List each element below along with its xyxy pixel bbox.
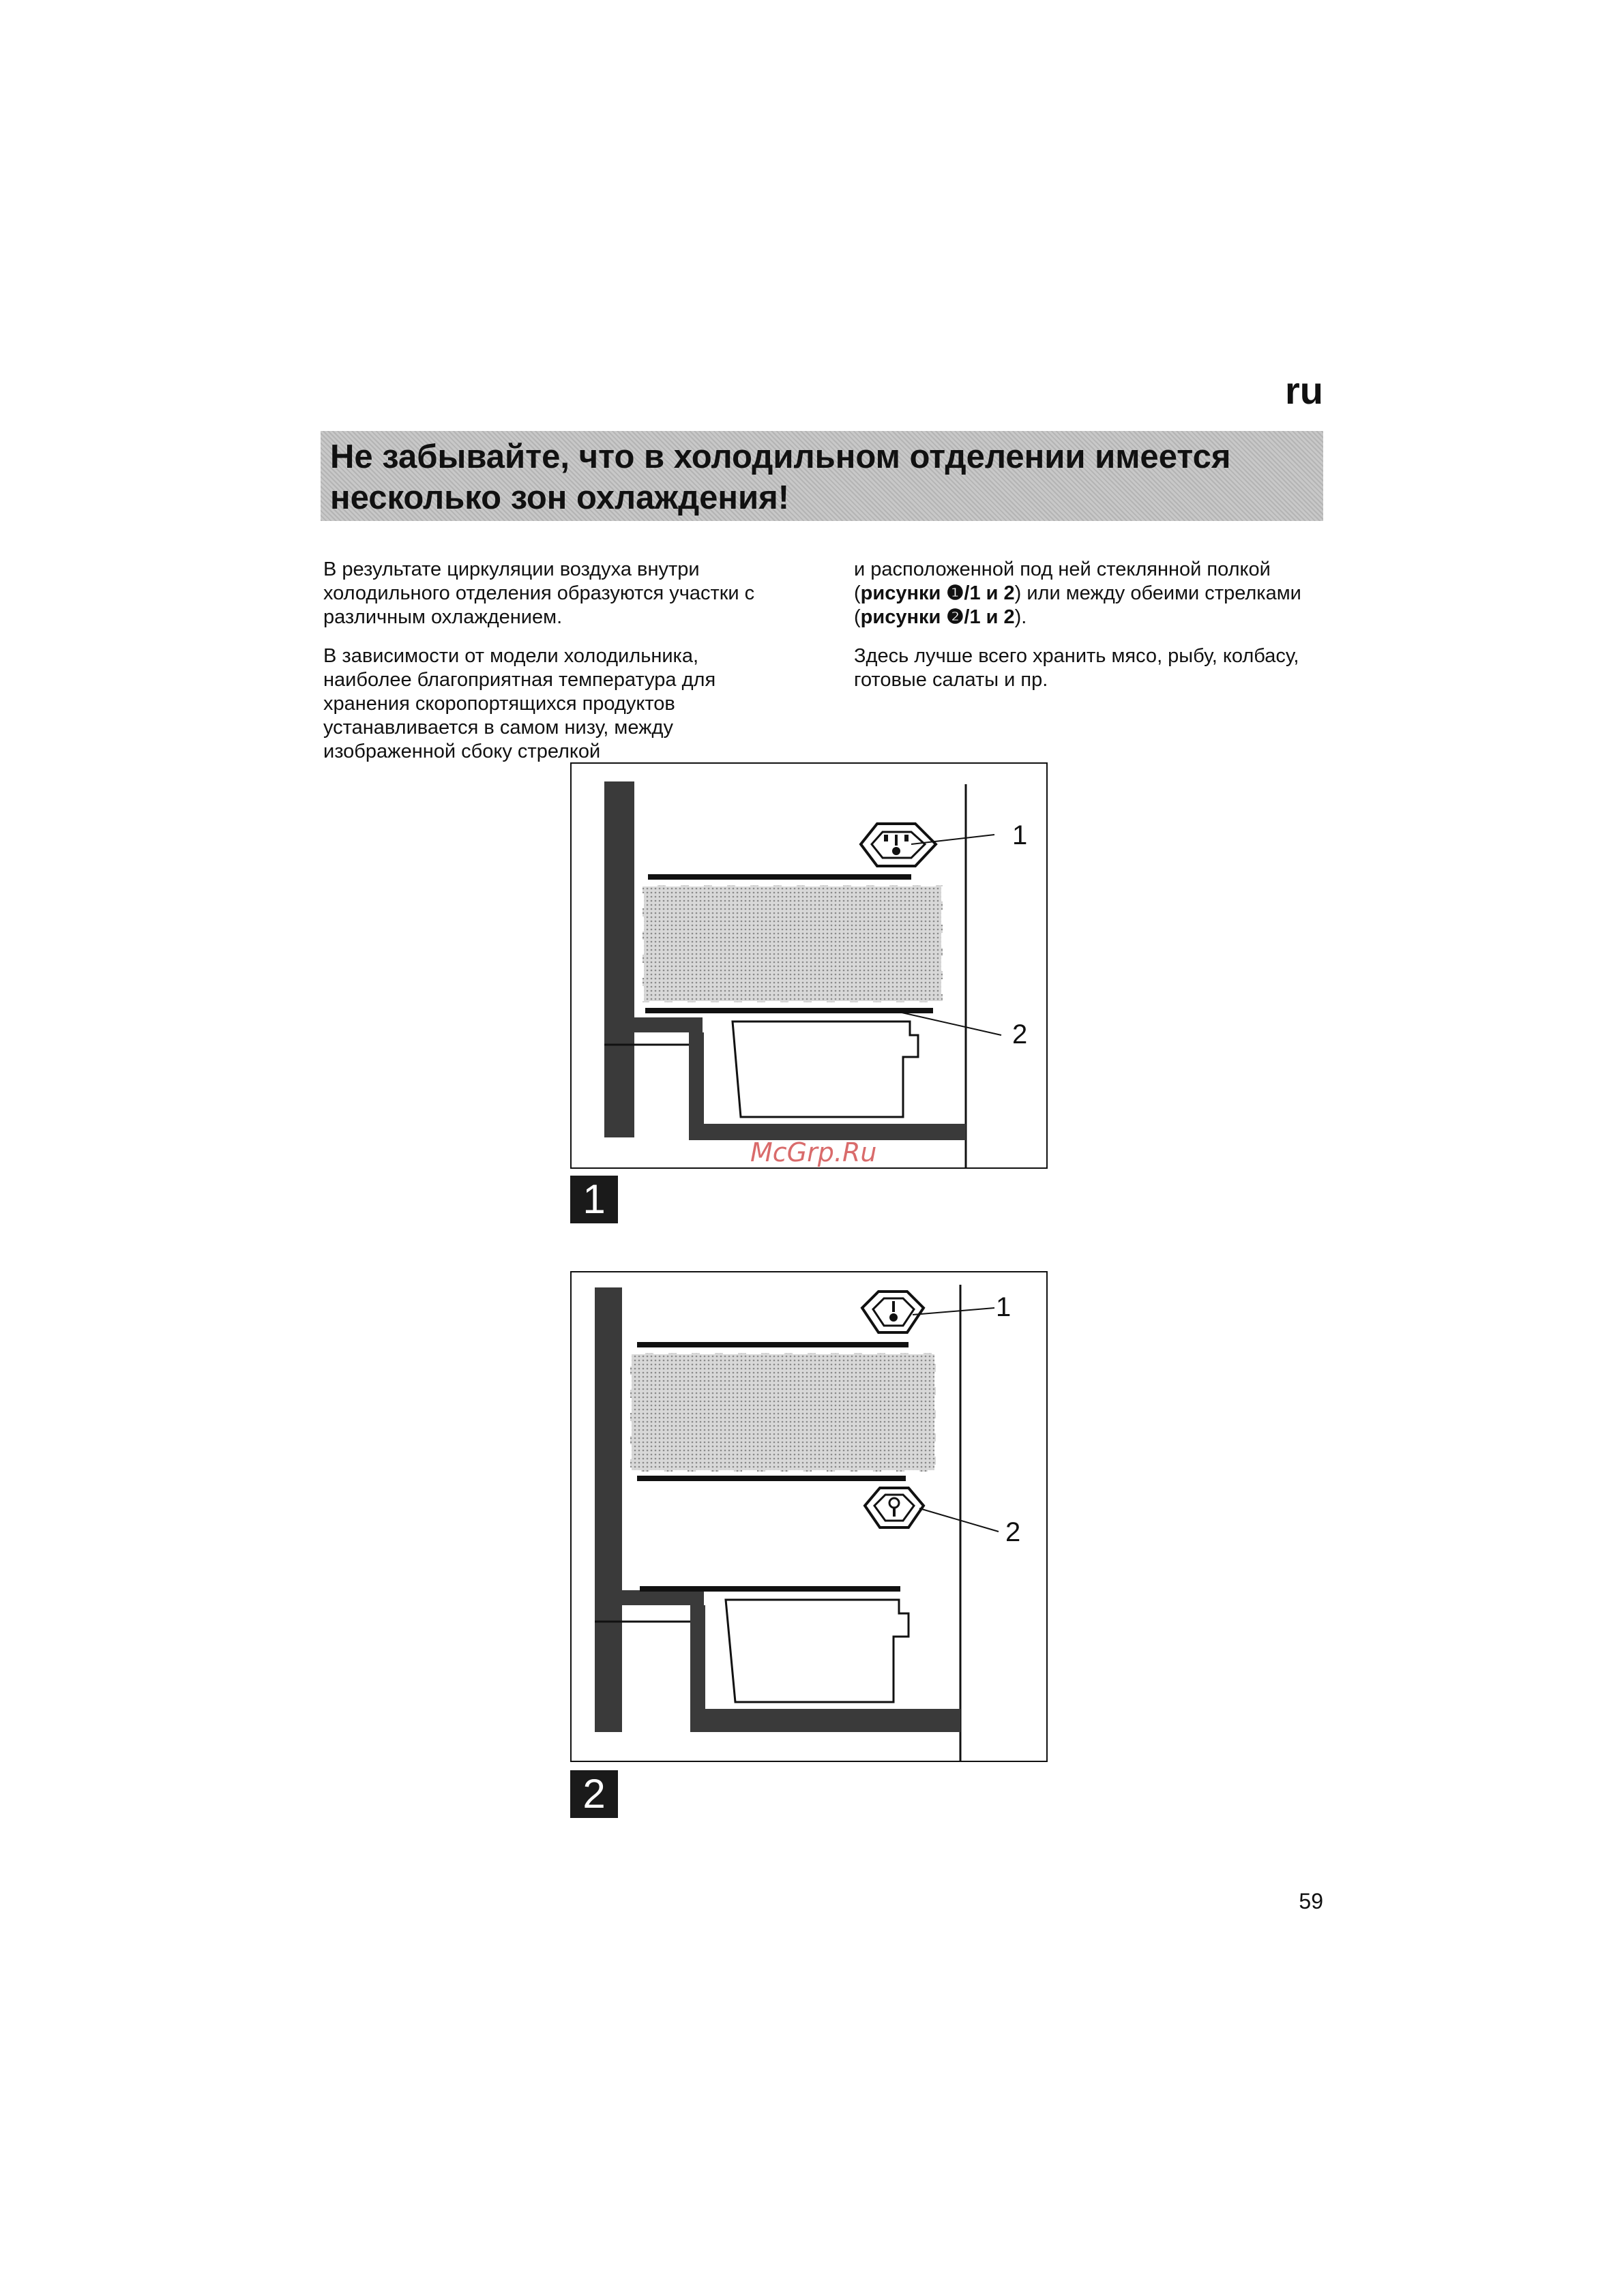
rear-wall [604,781,634,1137]
drawer [733,1022,918,1117]
cold-zone [630,1353,936,1472]
watermark: McGrp.Ru [750,1137,877,1167]
figure-number-badge: 1 [570,1176,618,1223]
paragraph: В зависимости от модели холодильника, наиболее благоприятная температура для хранения скоропортящихся продуктов устанавливается в самом низу, между изображенной сбоку стрелкой [323,645,716,762]
callout-label-2: 2 [1012,1019,1028,1049]
paragraph [854,558,1318,629]
rear-wall [595,1287,622,1732]
callout-line-2 [899,1012,1001,1035]
text-run: ) или между обеими стрелками ( [854,582,1301,628]
callout-label-1: 1 [1012,820,1028,850]
floor-step [689,1032,704,1124]
paragraph: В результате циркуляции воздуха внутри холодильного отделения образуются участки с различным охлаждением. [323,558,755,628]
figure-2-fridge-diagram [570,1271,1048,1762]
figure-1-drawing [572,764,1046,1167]
section-heading: Не забывайте, что в холодильном отделении имеется несколько зон охлаждения! [330,438,1231,516]
text-run: ). [1014,606,1027,628]
callout-line-1 [913,1308,994,1315]
figure-reference: рисунки ❷/1 и 2 [860,606,1015,628]
text-run: и расположенной под ней стеклянной полкой ( [854,558,1271,604]
floor-bar [634,1017,703,1032]
temperature-indicator-icon-lower [865,1488,924,1527]
paragraph: Здесь лучше всего хранить мясо, рыбу, колбасу, готовые салаты и пр. [854,645,1299,691]
text-column-right [854,558,1318,707]
callout-label-1: 1 [996,1292,1012,1322]
callout-label-2: 2 [1005,1517,1021,1547]
floor-bar [622,1590,704,1605]
figure-number-badge: 2 [570,1770,618,1818]
floor-base [690,1709,960,1732]
callout-line-2 [919,1508,999,1532]
text-column-left [323,558,787,779]
section-heading-banner [321,431,1323,521]
floor-step [690,1605,705,1710]
page-number: 59 [1299,1889,1323,1913]
language-code: ru [1285,369,1323,412]
temperature-indicator-icon-upper [862,1292,924,1332]
figure-2-drawing [572,1272,1046,1761]
temperature-indicator-icon [861,824,936,866]
drawer [726,1600,909,1702]
figure-1-fridge-diagram [570,762,1048,1169]
figure-reference: рисунки ❶/1 и 2 [860,582,1015,604]
cold-zone [643,885,943,1002]
